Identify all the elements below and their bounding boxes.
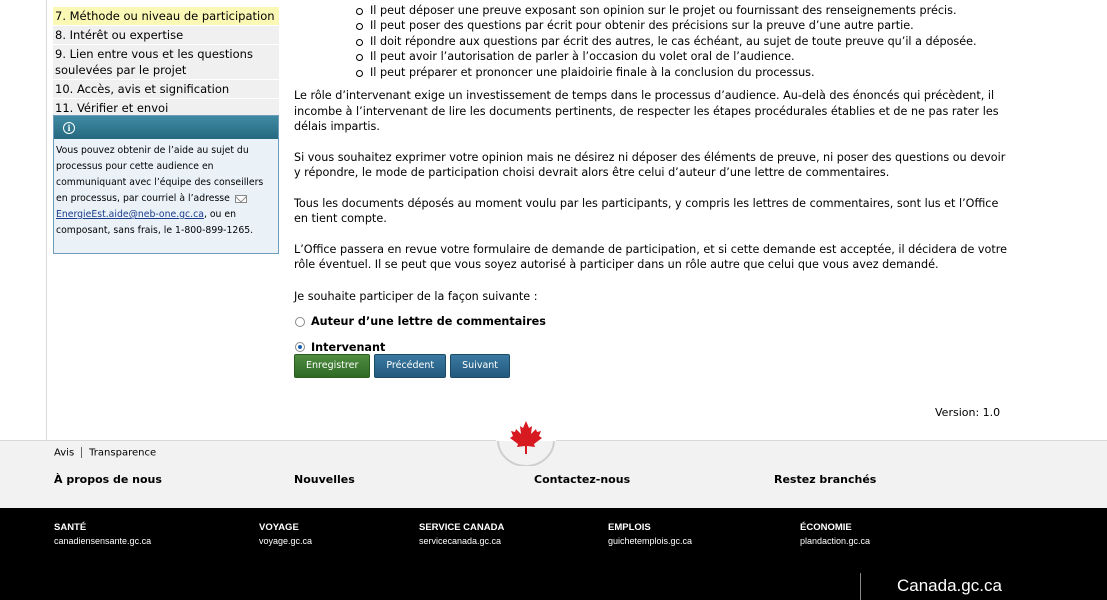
maple-leaf-icon (496, 414, 556, 466)
gov-link-health[interactable] (54, 522, 151, 548)
paragraph-review: L’Office passera en revue votre formulaire de demande de participation, et si cette demande est acceptée, il décidera de votre rôle éventuel. Il se peut que vous soyez autorisé à participer dans un rôle autre que celui que vous avez demandé. (294, 242, 1008, 272)
version-label: Version: 1.0 (935, 406, 1001, 419)
list-item: Il peut préparer et prononcer une plaidoirie finale à la conclusion du processus. (356, 65, 1014, 80)
next-button[interactable]: Suivant (450, 354, 510, 378)
canada-wordmark-link[interactable]: Canada.gc.ca (897, 576, 1002, 595)
help-info-box (53, 115, 279, 254)
gov-link-url[interactable]: canadiensensante.gc.ca (54, 536, 152, 546)
sidebar-item-verify-submit[interactable]: 11. Vérifier et envoi (53, 99, 279, 117)
option-label: Auteur d’une lettre de commentaires (311, 315, 546, 329)
wordmark-separator (860, 573, 861, 600)
sidebar-item-participation-method[interactable]: 7. Méthode ou niveau de participation (53, 7, 279, 25)
gov-link-jobs[interactable] (608, 522, 692, 548)
gov-link-title: ÉCONOMIE (800, 522, 852, 533)
list-item: Il peut poser des questions par écrit pour obtenir des précisions sur la preuve d’une autre partie. (356, 18, 1014, 33)
footer-about-us[interactable]: À propos de nous (54, 473, 162, 486)
radio-intervenor[interactable] (295, 342, 305, 352)
footer-links (54, 447, 156, 459)
help-email-link[interactable]: EnergieEst.aide@neb-one.gc.ca (56, 209, 204, 220)
radio-letter-of-comment[interactable] (295, 317, 305, 327)
gov-link-service-canada[interactable] (419, 522, 504, 548)
help-info-text (54, 139, 278, 239)
gov-link-travel[interactable] (259, 522, 312, 548)
participation-question: Je souhaite participer de la façon suivante : (294, 289, 538, 303)
info-icon: i (63, 122, 75, 134)
sidebar-item-interest-expertise[interactable]: 8. Intérêt ou expertise (53, 26, 279, 44)
list-item: Il peut avoir l’autorisation de parler à l’occasion du volet oral de l’audience. (356, 49, 1014, 64)
intervenor-rights-list (356, 3, 1014, 80)
gov-link-url[interactable]: voyage.gc.ca (259, 536, 313, 546)
sidebar-navigation (53, 7, 279, 118)
footer-contact-us[interactable]: Contactez-nous (534, 473, 631, 486)
help-info-header (54, 116, 278, 139)
footer-news[interactable]: Nouvelles (294, 473, 355, 486)
option-letter-of-comment[interactable] (294, 314, 1014, 330)
gov-link-url[interactable]: servicecanada.gc.ca (419, 536, 502, 546)
help-text-after: , ou en composant, sans frais, le 1-800-899-1265. (56, 209, 254, 236)
save-button[interactable]: Enregistrer (294, 354, 370, 378)
option-intervenor[interactable] (294, 340, 1014, 356)
option-label: Intervenant (311, 340, 386, 354)
envelope-icon (235, 195, 247, 203)
main-content (294, 0, 1014, 371)
link-separator (81, 447, 82, 458)
gov-link-title: VOYAGE (259, 522, 299, 533)
gov-link-title: EMPLOIS (608, 522, 651, 533)
form-buttons (294, 354, 510, 378)
government-footer (0, 508, 1107, 600)
gov-link-title: SERVICE CANADA (419, 522, 505, 533)
sidebar-item-link-to-issues[interactable]: 9. Lien entre vous et les questions soulevées par le projet (53, 45, 279, 79)
gov-link-economy[interactable] (800, 522, 870, 548)
paragraph-documents: Tous les documents déposés au moment voulu par les participants, y compris les lettres de commentaires, sont lus et l’Office en tient compte. (294, 196, 999, 226)
gov-link-url[interactable]: plandaction.gc.ca (800, 536, 871, 546)
gov-link-url[interactable]: guichetemplois.gc.ca (608, 536, 693, 546)
list-item: Il doit répondre aux questions par écrit des autres, le cas échéant, au sujet de toute preuve qu’il a déposée. (356, 34, 1014, 49)
page-border (46, 0, 47, 440)
paragraph-intervenor-role: Le rôle d’intervenant exige un investissement de temps dans le processus d’audience. Au-delà des énoncés qui précèdent, il incombe à l’intervenant de lire les documents pertinents, de respecter les étapes procédurales établies et de ne pas rater les délais impartis. (294, 89, 999, 134)
gov-link-title: SANTÉ (54, 522, 87, 533)
paragraph-letter-option: Si vous souhaitez exprimer votre opinion mais ne désirez ni déposer des éléments de preuve, ni poser des questions ou devoir y répondre, le mode de participation choisi devrait alors être celui d’auteur d’une lettre de commentaires. (294, 150, 1006, 180)
list-item: Il peut déposer une preuve exposant son opinion sur le projet ou fournissant des renseignements précis. (356, 3, 1014, 18)
sidebar-item-access-notice[interactable]: 10. Accès, avis et signification (53, 80, 279, 98)
footer-link-notices[interactable]: Avis (54, 447, 75, 459)
footer-stay-connected[interactable]: Restez branchés (774, 473, 877, 486)
footer-link-transparency[interactable]: Transparence (89, 447, 157, 459)
help-text-before: Vous pouvez obtenir de l’aide au sujet du processus pour cette audience en communiquant avec l’équipe des conseillers en processus, par courriel à l’adresse (56, 145, 264, 204)
previous-button[interactable]: Précédent (374, 354, 446, 378)
